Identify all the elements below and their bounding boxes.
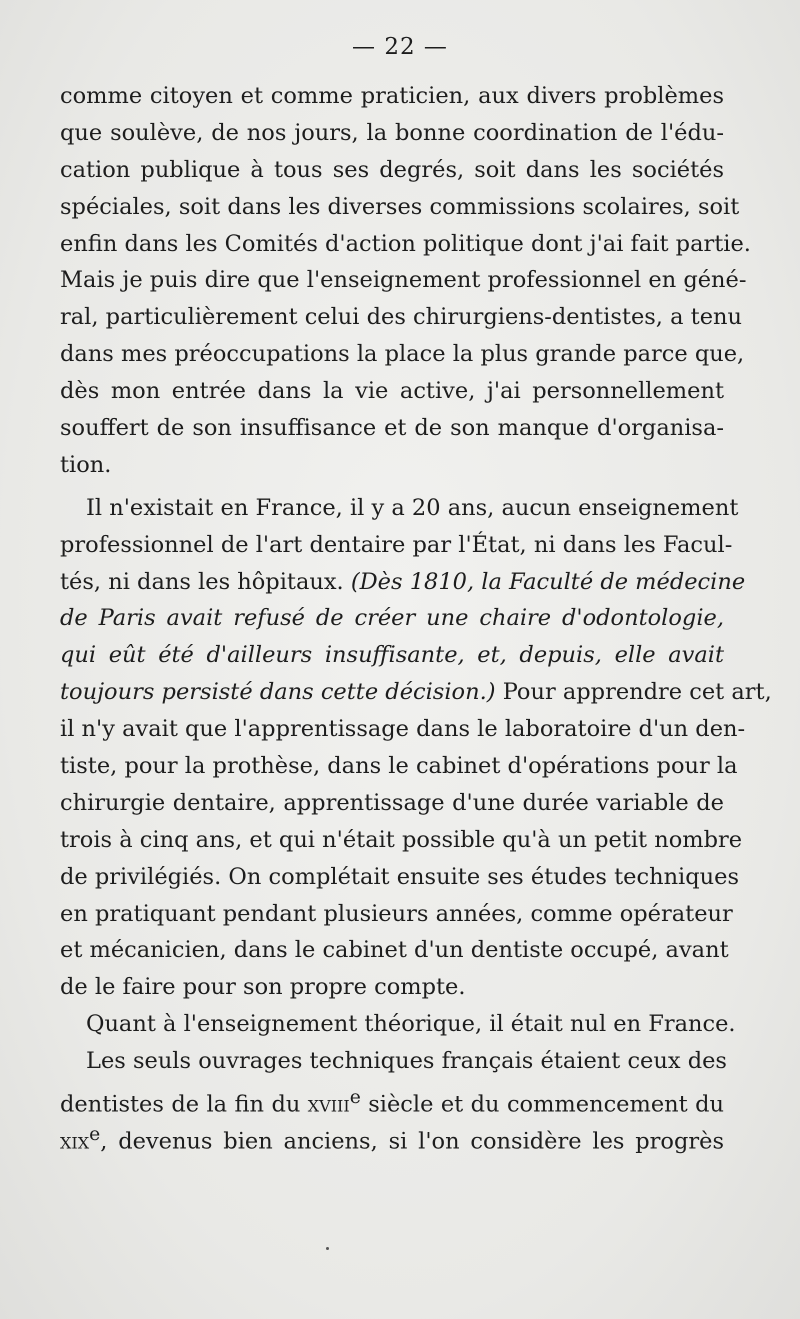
text-line: professionnel de l'art dentaire par l'État, ni dans les Facul-	[60, 531, 733, 558]
text-line: que soulève, de nos jours, la bonne coordination de l'édu-	[60, 119, 724, 146]
italic-text-run: toujours persisté dans cette décision.)	[60, 679, 496, 706]
text-line: Il n'existait en France, il y a 20 ans, aucun enseignement	[86, 494, 739, 521]
superscript: e	[89, 1123, 101, 1145]
body-text	[60, 78, 772, 1155]
text-line	[60, 1117, 724, 1154]
text-line	[60, 674, 772, 711]
century-numeral: xix	[60, 1128, 90, 1155]
ink-speck	[326, 1247, 329, 1250]
text-line: tion.	[60, 451, 112, 478]
text-line: trois à cinq ans, et qui n'était possible qu'à un petit nombre	[60, 826, 743, 853]
text-line	[60, 564, 746, 601]
paragraph-4	[60, 1043, 727, 1155]
text-line: il n'y avait que l'apprentissage dans le laboratoire d'un den-	[60, 716, 746, 743]
text-line: tiste, pour la prothèse, dans le cabinet d'opérations pour la	[60, 753, 738, 780]
text-line: de le faire pour son propre compte.	[60, 974, 466, 1001]
text-run: tés, ni dans les hôpitaux.	[60, 568, 344, 595]
paragraph-3	[60, 1006, 736, 1043]
text-line: ral, particulièrement celui des chirurgiens-dentistes, a tenu	[60, 304, 743, 331]
text-line: Les seuls ouvrages techniques français étaient ceux des	[86, 1048, 727, 1075]
text-line: comme citoyen et comme praticien, aux divers problèmes	[60, 83, 724, 109]
text-run: dentistes de la fin du	[60, 1091, 301, 1118]
text-run: , devenus bien anciens, si l'on considère les progrès	[100, 1128, 724, 1155]
century-numeral: xviii	[307, 1091, 350, 1118]
page-number: — 22 —	[352, 34, 448, 60]
text-line: enfin dans les Comités d'action politique dont j'ai fait partie.	[60, 230, 751, 257]
paragraph-1	[60, 78, 751, 484]
text-line: de privilégiés. On complétait ensuite ses études techniques	[60, 863, 740, 890]
text-run: Pour apprendre cet art,	[502, 679, 772, 706]
text-line: souffert de son insuffisance et de son manque d'organisa-	[60, 415, 724, 442]
text-line: spéciales, soit dans les diverses commissions scolaires, soit	[60, 193, 740, 220]
text-line: dans mes préoccupations la place la plus grande parce que,	[60, 341, 745, 368]
italic-text-line: qui eût été d'ailleurs insuffisante, et, depuis, elle avait	[60, 642, 724, 669]
text-line: Quant à l'enseignement théorique, il était nul en France.	[86, 1011, 736, 1038]
text-line: chirurgie dentaire, apprentissage d'une durée variable de	[60, 789, 724, 816]
text-line: en pratiquant pendant plusieurs années, comme opérateur	[60, 900, 733, 927]
text-line: Mais je puis dire que l'enseignement professionnel en géné-	[60, 267, 747, 294]
paragraph-2	[60, 490, 772, 1006]
text-run: siècle et du commencement du	[368, 1091, 724, 1118]
text-line: cation publique à tous ses degrés, soit dans les sociétés	[60, 156, 724, 183]
text-line: et mécanicien, dans le cabinet d'un dentiste occupé, avant	[60, 937, 729, 964]
italic-text-line: de Paris avait refusé de créer une chaire d'odontologie,	[60, 605, 724, 632]
italic-text-run: (Dès 1810, la Faculté de médecine	[350, 568, 746, 595]
superscript: e	[349, 1087, 361, 1109]
text-line: dès mon entrée dans la vie active, j'ai personnellement	[60, 378, 724, 405]
text-line	[60, 1080, 724, 1117]
